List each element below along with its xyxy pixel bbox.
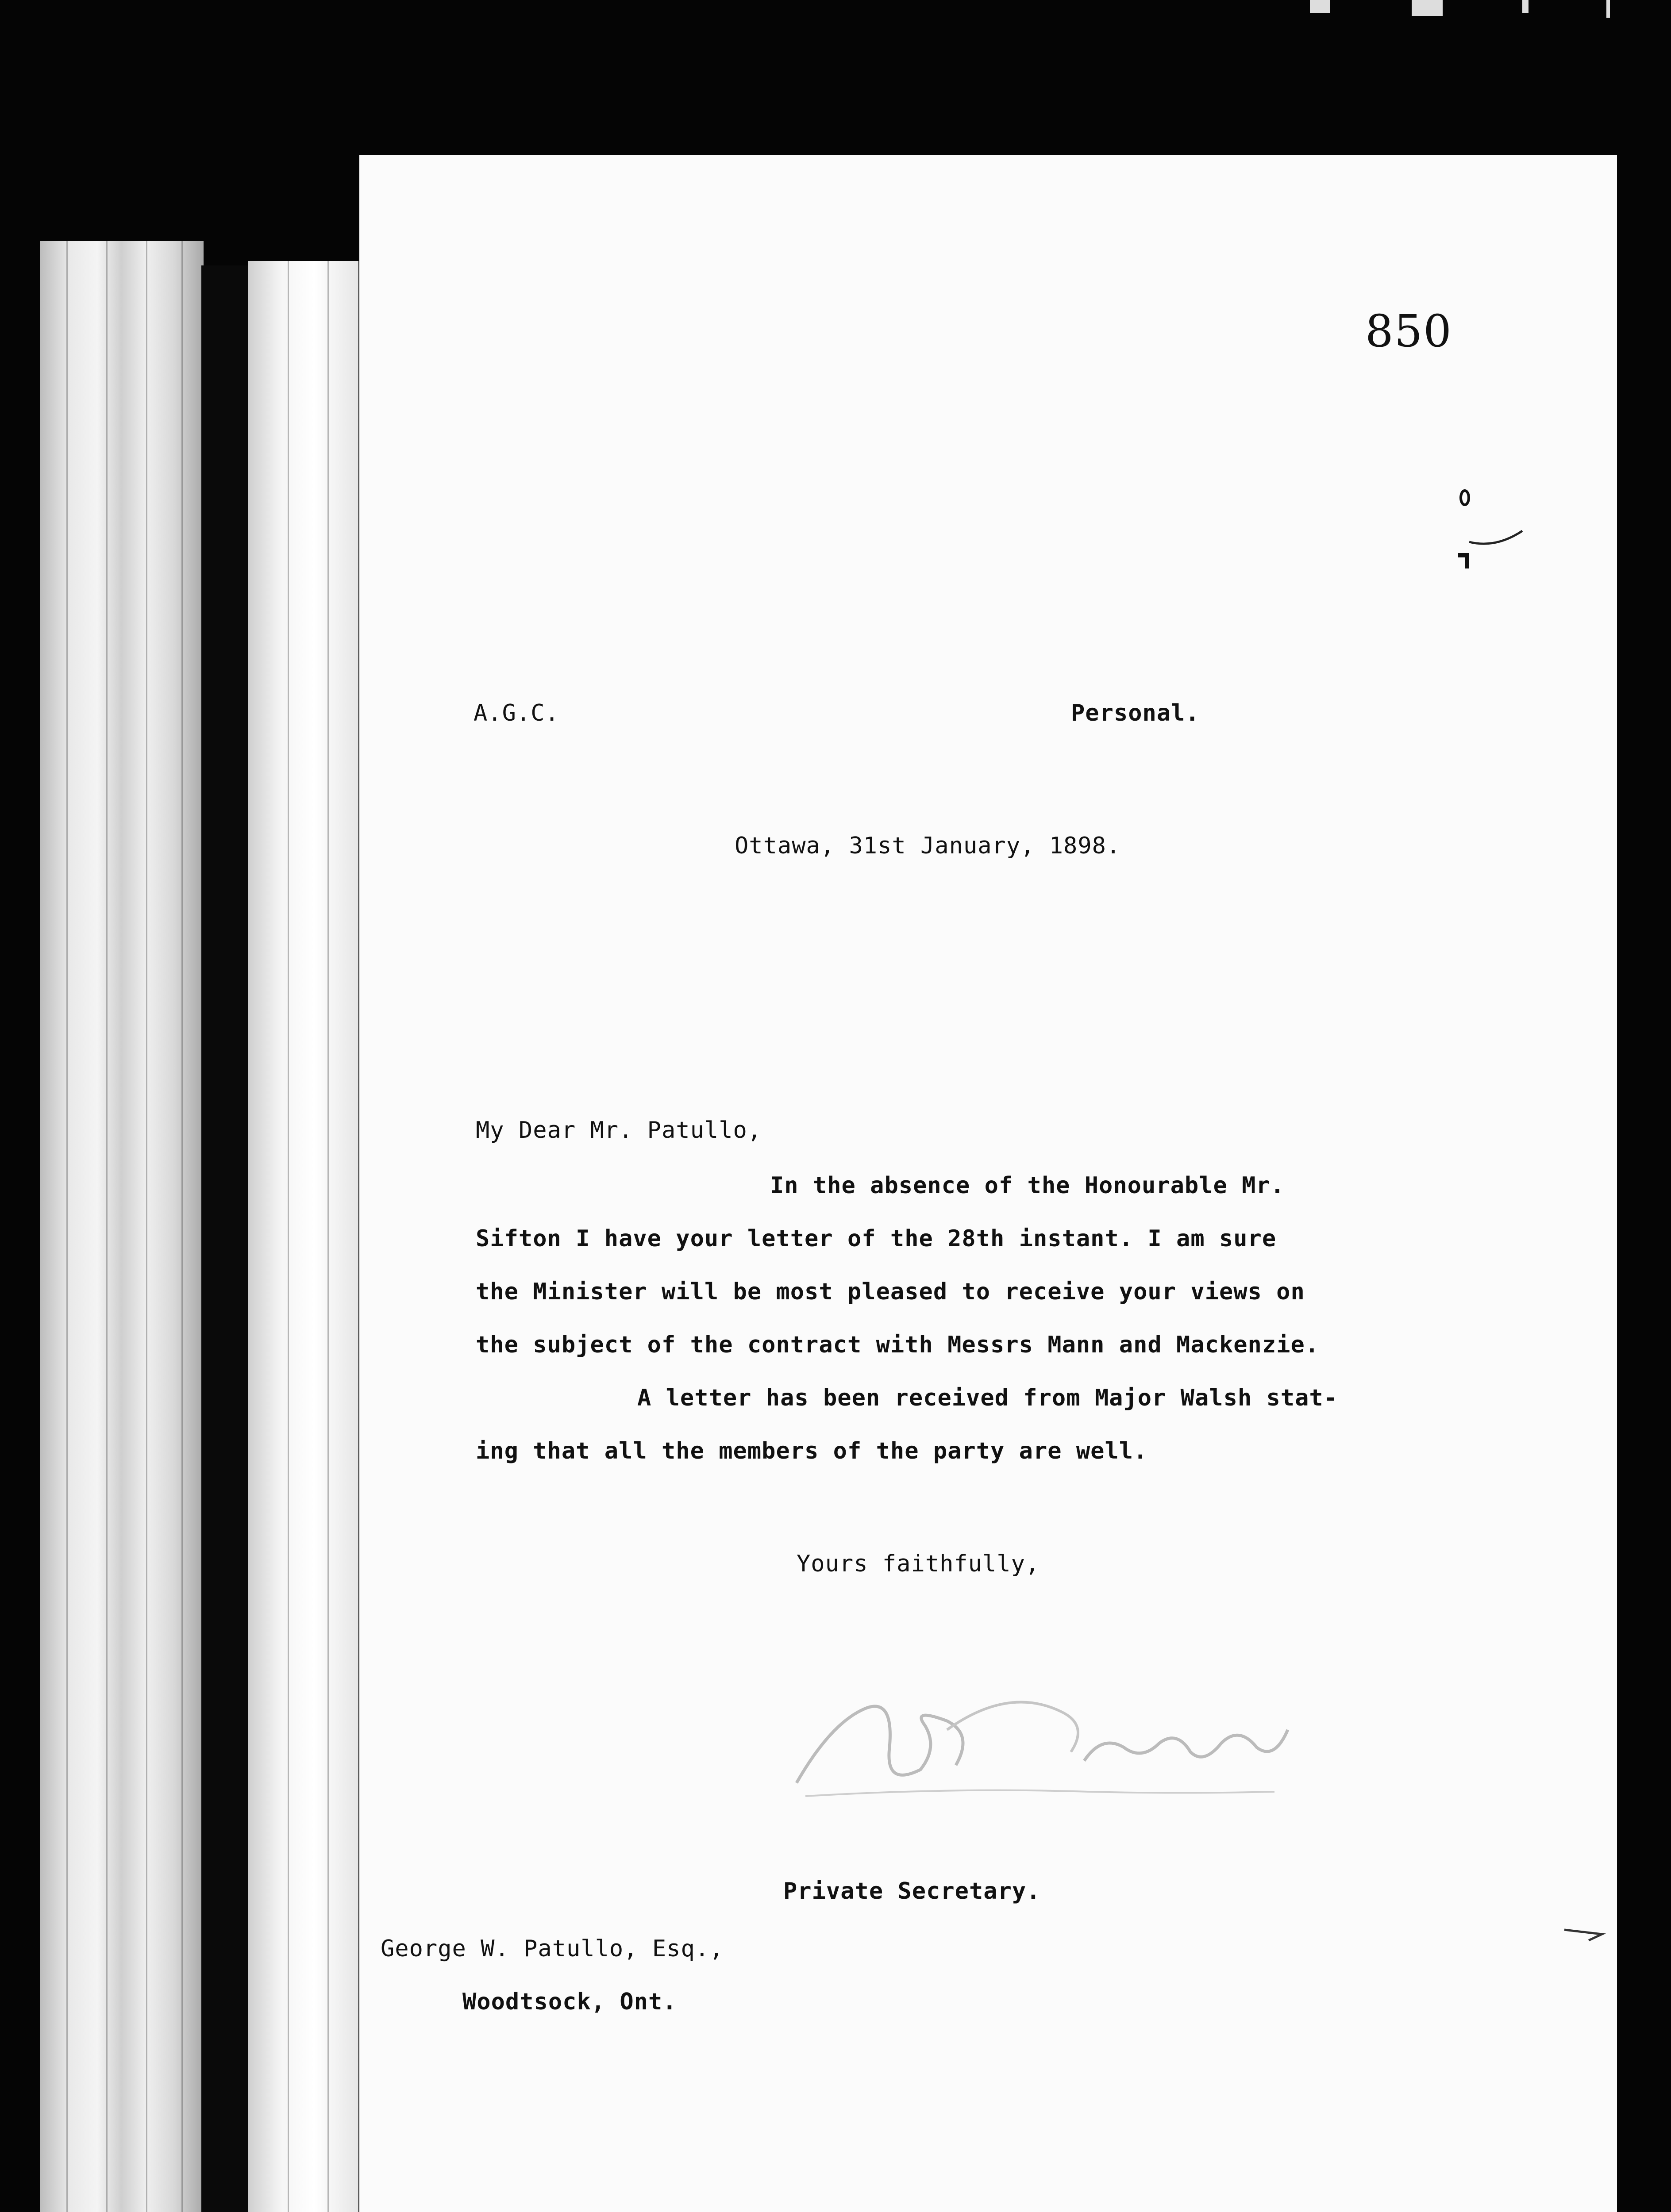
body-line: Sifton I have your letter of the 28th instant. I am sure [476, 1225, 1277, 1252]
addressee-name: George W. Patullo, Esq., [381, 1936, 724, 1962]
sprocket-mark [1310, 0, 1330, 13]
salutation: My Dear Mr. Patullo, [476, 1117, 762, 1144]
binding-shadow [201, 265, 254, 2212]
sprocket-mark [1412, 0, 1443, 16]
addressee-place: Woodtsock, Ont. [462, 1989, 677, 2015]
signatory-title: Private Secretary. [783, 1878, 1041, 1905]
sprocket-mark [1606, 0, 1610, 18]
handwritten-signature [779, 1659, 1328, 1818]
dateline: Ottawa, 31st January, 1898. [735, 833, 1121, 859]
folded-binding-right [248, 261, 358, 2212]
sprocket-mark [1522, 0, 1529, 13]
body-line: the subject of the contract with Messrs Mann and Mackenzie. [476, 1332, 1320, 1358]
margin-arrow-mark [1562, 1924, 1606, 1942]
body-line: the Minister will be most pleased to receive your views on [476, 1279, 1305, 1305]
folded-binding-left [40, 241, 204, 2212]
page-number: 850 [1365, 305, 1452, 357]
body-line: In the absence of the Honourable Mr. [770, 1172, 1285, 1199]
reference-code: A.G.C. [474, 700, 559, 726]
margin-pencil-mark [1456, 482, 1527, 571]
classification-label: Personal. [1071, 700, 1200, 726]
closing: Yours faithfully, [797, 1551, 1040, 1577]
body-line: A letter has been received from Major Walsh stat- [637, 1385, 1338, 1411]
body-line: ing that all the members of the party are well. [476, 1438, 1148, 1464]
